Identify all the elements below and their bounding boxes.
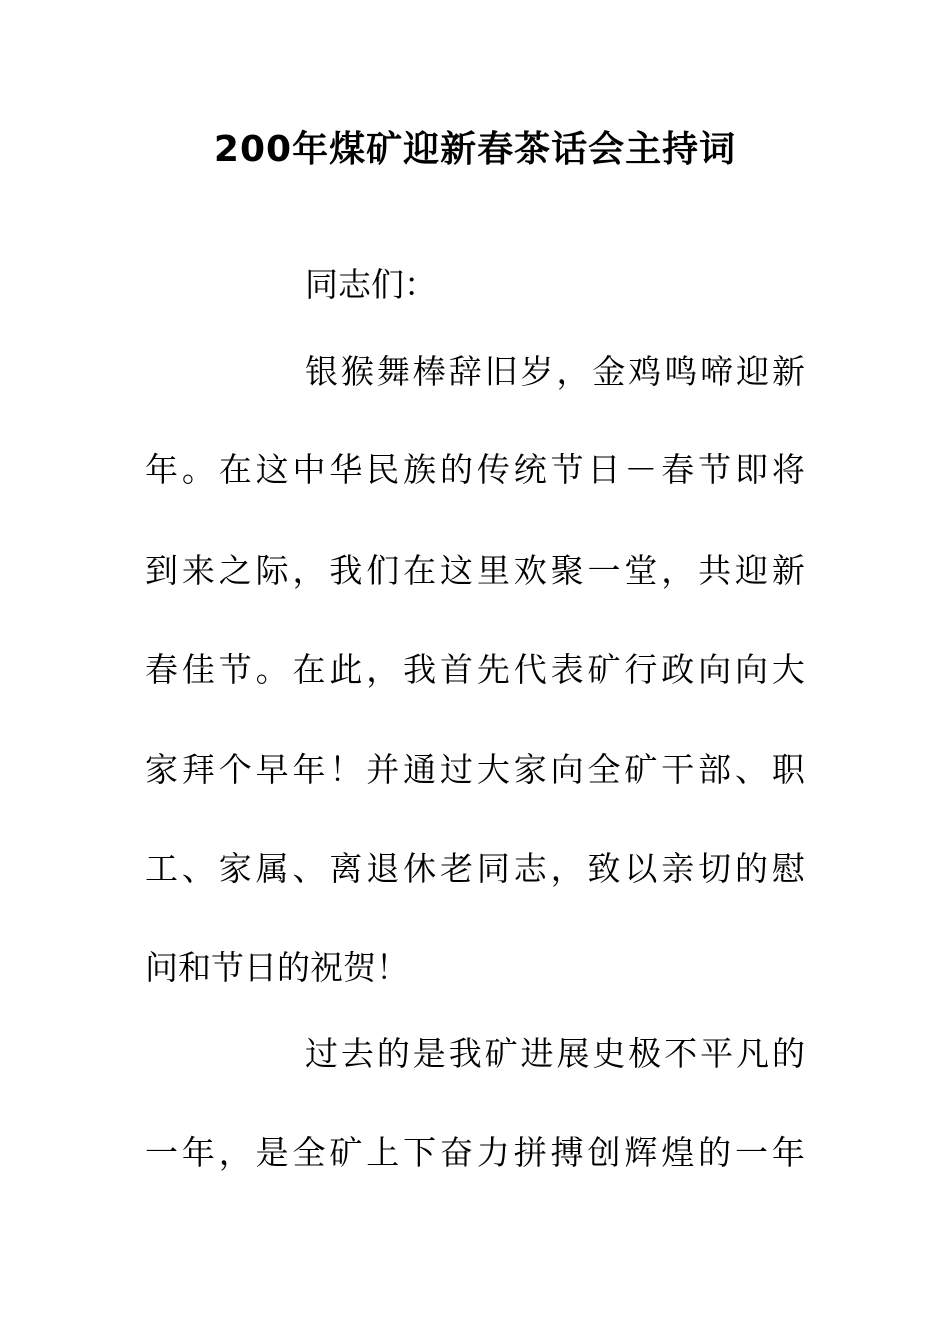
line-char: 年	[145, 450, 178, 489]
line-char: 搏	[550, 1133, 584, 1172]
line-char: 到	[145, 551, 178, 590]
line-char: 们	[366, 551, 400, 590]
line-char: 将	[771, 450, 805, 489]
line-char: 辉	[624, 1133, 658, 1172]
line-char: 的	[440, 450, 473, 489]
line-char: 向	[550, 750, 584, 789]
line-char: ，	[292, 551, 326, 590]
greeting-text: 同志们：	[305, 265, 437, 304]
line-char: 、	[735, 750, 768, 789]
line-char: 里	[476, 551, 510, 590]
line-char: 传	[476, 450, 510, 489]
line-char: 即	[735, 450, 768, 489]
line-char: ，	[556, 352, 590, 391]
line-char: 。	[181, 450, 215, 489]
paragraph-1-line-7	[145, 938, 805, 998]
line-char: 这	[440, 551, 473, 590]
line-char: ，	[366, 650, 400, 689]
line-char: 属	[255, 849, 289, 888]
line-char: 家	[218, 849, 252, 888]
line-char: 节	[218, 650, 252, 689]
line-char: 聚	[550, 551, 584, 590]
line-char: 政	[661, 650, 695, 689]
line-char: 的	[771, 1034, 805, 1073]
paragraph-1-line-5	[145, 740, 805, 800]
line-char: 金	[592, 352, 626, 391]
line-char: 全	[587, 750, 621, 789]
line-char: 在	[292, 650, 326, 689]
line-char: 岁	[520, 352, 554, 391]
line-char: 矿	[329, 1133, 363, 1172]
line-char: 煌	[661, 1133, 695, 1172]
line-char: ，	[550, 849, 584, 888]
line-char: 祝	[310, 948, 343, 987]
line-char: 下	[403, 1133, 437, 1172]
line-char: 大	[771, 650, 805, 689]
line-char: 来	[181, 551, 215, 590]
line-char: 贺	[343, 948, 376, 987]
line-char: 际	[255, 551, 289, 590]
line-char: 春	[145, 650, 178, 689]
paragraph-2-line-2	[145, 1123, 805, 1183]
line-char: ，	[661, 551, 695, 590]
line-char: 民	[366, 450, 400, 489]
line-char: ！	[376, 948, 409, 987]
line-char: 一	[735, 1133, 768, 1172]
line-char: 。	[255, 650, 289, 689]
line-char: 极	[628, 1034, 662, 1073]
paragraph-1-line-2	[145, 440, 805, 500]
line-char: 过	[305, 1034, 338, 1073]
line-char: 鸡	[628, 352, 662, 391]
line-char: 工	[145, 849, 178, 888]
line-char: 的	[735, 849, 768, 888]
line-char: 切	[698, 849, 732, 888]
line-char: 休	[403, 849, 437, 888]
line-char: 统	[513, 450, 547, 489]
line-char: 日	[244, 948, 277, 987]
line-char: 我	[329, 551, 363, 590]
line-char: 干	[661, 750, 695, 789]
line-char: 和	[178, 948, 211, 987]
line-char: 并	[366, 750, 400, 789]
line-char: 以	[624, 849, 658, 888]
line-char: 同	[476, 849, 510, 888]
line-char: 创	[587, 1133, 621, 1172]
line-char: 全	[292, 1133, 326, 1172]
line-char: 的	[698, 1133, 732, 1172]
line-char: 进	[520, 1034, 554, 1073]
line-char: 春	[661, 450, 695, 489]
line-char: 平	[700, 1034, 734, 1073]
line-char: 中	[292, 450, 326, 489]
line-char: 这	[255, 450, 289, 489]
line-char: 我	[403, 650, 437, 689]
line-char: 拜	[181, 750, 215, 789]
line-char: 此	[329, 650, 363, 689]
line-char: 年	[181, 1133, 215, 1172]
line-char: 是	[255, 1133, 289, 1172]
line-char: ！	[329, 750, 363, 789]
line-char: 新	[771, 551, 805, 590]
line-char: 棒	[412, 352, 446, 391]
line-char: 奋	[440, 1133, 473, 1172]
line-char: ，	[218, 1133, 252, 1172]
line-char: 去	[340, 1034, 374, 1073]
line-char: 鸣	[664, 352, 698, 391]
line-char: 大	[476, 750, 510, 789]
line-char: 我	[448, 1034, 482, 1073]
line-char: 表	[550, 650, 584, 689]
paragraph-1-line-4	[145, 640, 805, 700]
line-char: 的	[277, 948, 310, 987]
document-title: 200年煤矿迎新春茶话会主持词	[213, 129, 737, 170]
line-char: 共	[698, 551, 732, 590]
line-char: 代	[513, 650, 547, 689]
line-char: 、	[181, 849, 215, 888]
line-char: 啼	[700, 352, 734, 391]
line-char: 猴	[340, 352, 374, 391]
line-char: 家	[513, 750, 547, 789]
line-char: 老	[440, 849, 473, 888]
line-char: 族	[403, 450, 437, 489]
line-char: 行	[624, 650, 658, 689]
paragraph-2-line-1	[305, 1024, 805, 1084]
line-char: 矿	[624, 750, 658, 789]
line-char: 欢	[513, 551, 547, 590]
line-char: 不	[664, 1034, 698, 1073]
greeting-line	[305, 255, 805, 315]
line-char: 致	[587, 849, 621, 888]
line-char: 慰	[771, 849, 805, 888]
line-char: 节	[550, 450, 584, 489]
line-char: 年	[771, 1133, 805, 1172]
line-char: 年	[292, 750, 326, 789]
line-char: 职	[771, 750, 805, 789]
line-char: 个	[218, 750, 252, 789]
line-char: 节	[211, 948, 244, 987]
line-char: 向	[735, 650, 768, 689]
line-char: 、	[292, 849, 326, 888]
line-char: 矿	[587, 650, 621, 689]
line-char: 一	[587, 551, 621, 590]
line-char: 拼	[513, 1133, 547, 1172]
line-char: 迎	[735, 551, 768, 590]
line-char: 力	[476, 1133, 510, 1172]
line-char: 史	[592, 1034, 626, 1073]
line-char: 华	[329, 450, 363, 489]
line-char: 向	[698, 650, 732, 689]
line-char: 部	[698, 750, 732, 789]
line-char: 矿	[484, 1034, 518, 1073]
line-char: 新	[771, 352, 805, 391]
line-char: 银	[305, 352, 338, 391]
line-char: 退	[366, 849, 400, 888]
line-char: －	[624, 450, 658, 489]
line-char: 舞	[376, 352, 410, 391]
line-char: 亲	[661, 849, 695, 888]
line-char: 旧	[484, 352, 518, 391]
line-char: 早	[255, 750, 289, 789]
line-char: 辞	[448, 352, 482, 391]
line-char: 在	[218, 450, 252, 489]
line-char: 过	[440, 750, 473, 789]
paragraph-1-line-3	[145, 541, 805, 601]
line-char: 的	[376, 1034, 410, 1073]
line-char: 日	[587, 450, 621, 489]
line-char: 志	[513, 849, 547, 888]
line-char: 首	[440, 650, 473, 689]
line-char: 先	[476, 650, 510, 689]
line-char: 问	[145, 948, 178, 987]
line-char: 展	[556, 1034, 590, 1073]
line-char: 迎	[736, 352, 770, 391]
line-char: 之	[218, 551, 252, 590]
line-char: 在	[403, 551, 437, 590]
paragraph-1-line-6	[145, 839, 805, 899]
line-char: 是	[412, 1034, 446, 1073]
line-char: 一	[145, 1133, 178, 1172]
line-char: 家	[145, 750, 178, 789]
line-char: 凡	[736, 1034, 770, 1073]
line-char: 佳	[181, 650, 215, 689]
line-char: 通	[403, 750, 437, 789]
line-char: 离	[329, 849, 363, 888]
line-char: 上	[366, 1133, 400, 1172]
line-char: 节	[698, 450, 732, 489]
paragraph-1-line-1	[305, 342, 805, 402]
line-char: 堂	[624, 551, 658, 590]
